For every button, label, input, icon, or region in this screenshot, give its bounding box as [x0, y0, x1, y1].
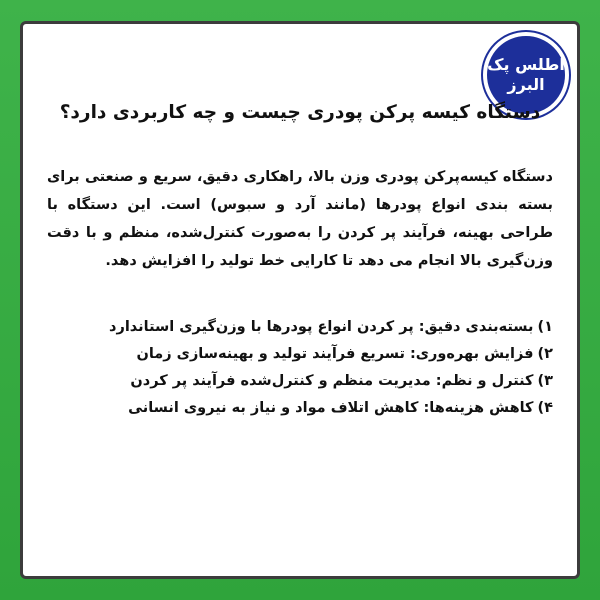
article-content [47, 99, 553, 422]
benefits-list [47, 314, 553, 422]
benefit-text: فزایش بهره‌وری: تسریع فرآیند تولید و بهینه‌سازی زمان [136, 346, 534, 362]
benefit-item [47, 368, 553, 395]
benefit-number: ۲) [537, 346, 553, 362]
benefit-item [47, 314, 553, 341]
content-card [20, 21, 580, 579]
brand-name-line1: اطلس پک [487, 55, 565, 74]
article-intro: دستگاه کیسه‌پرکن پودری وزن بالا، راهکاری دقیق، سریع و صنعتی برای بسته بندی انواع پودرها (مانند آرد و سبوس) است. این دستگاه با طراحی بهینه، فرآیند پر کردن را به‌صورت کنترل‌شده، منظم و با دقت وزن‌گیری بالا انجام می دهد تا کارایی خط تولید را افزایش دهد. [47, 169, 553, 269]
benefit-item [47, 341, 553, 368]
article-title: دستگاه کیسه پرکن پودری چیست و چه کاربردی دارد؟ [59, 102, 541, 123]
benefit-item [47, 395, 553, 422]
brand-name-line2: البرز [507, 75, 545, 94]
benefit-text: کنترل و نظم: مدیریت منظم و کنترل‌شده فرآیند پر کردن [130, 373, 534, 389]
benefit-number: ۱) [537, 319, 553, 335]
benefit-text: کاهش هزینه‌ها: کاهش اتلاف مواد و نیاز به نیروی انسانی [128, 400, 534, 416]
benefit-number: ۴) [537, 400, 553, 416]
benefit-number: ۳) [537, 373, 553, 389]
benefit-text: بسته‌بندی دقیق: پر کردن انواع پودرها با وزن‌گیری استاندارد [109, 319, 534, 335]
